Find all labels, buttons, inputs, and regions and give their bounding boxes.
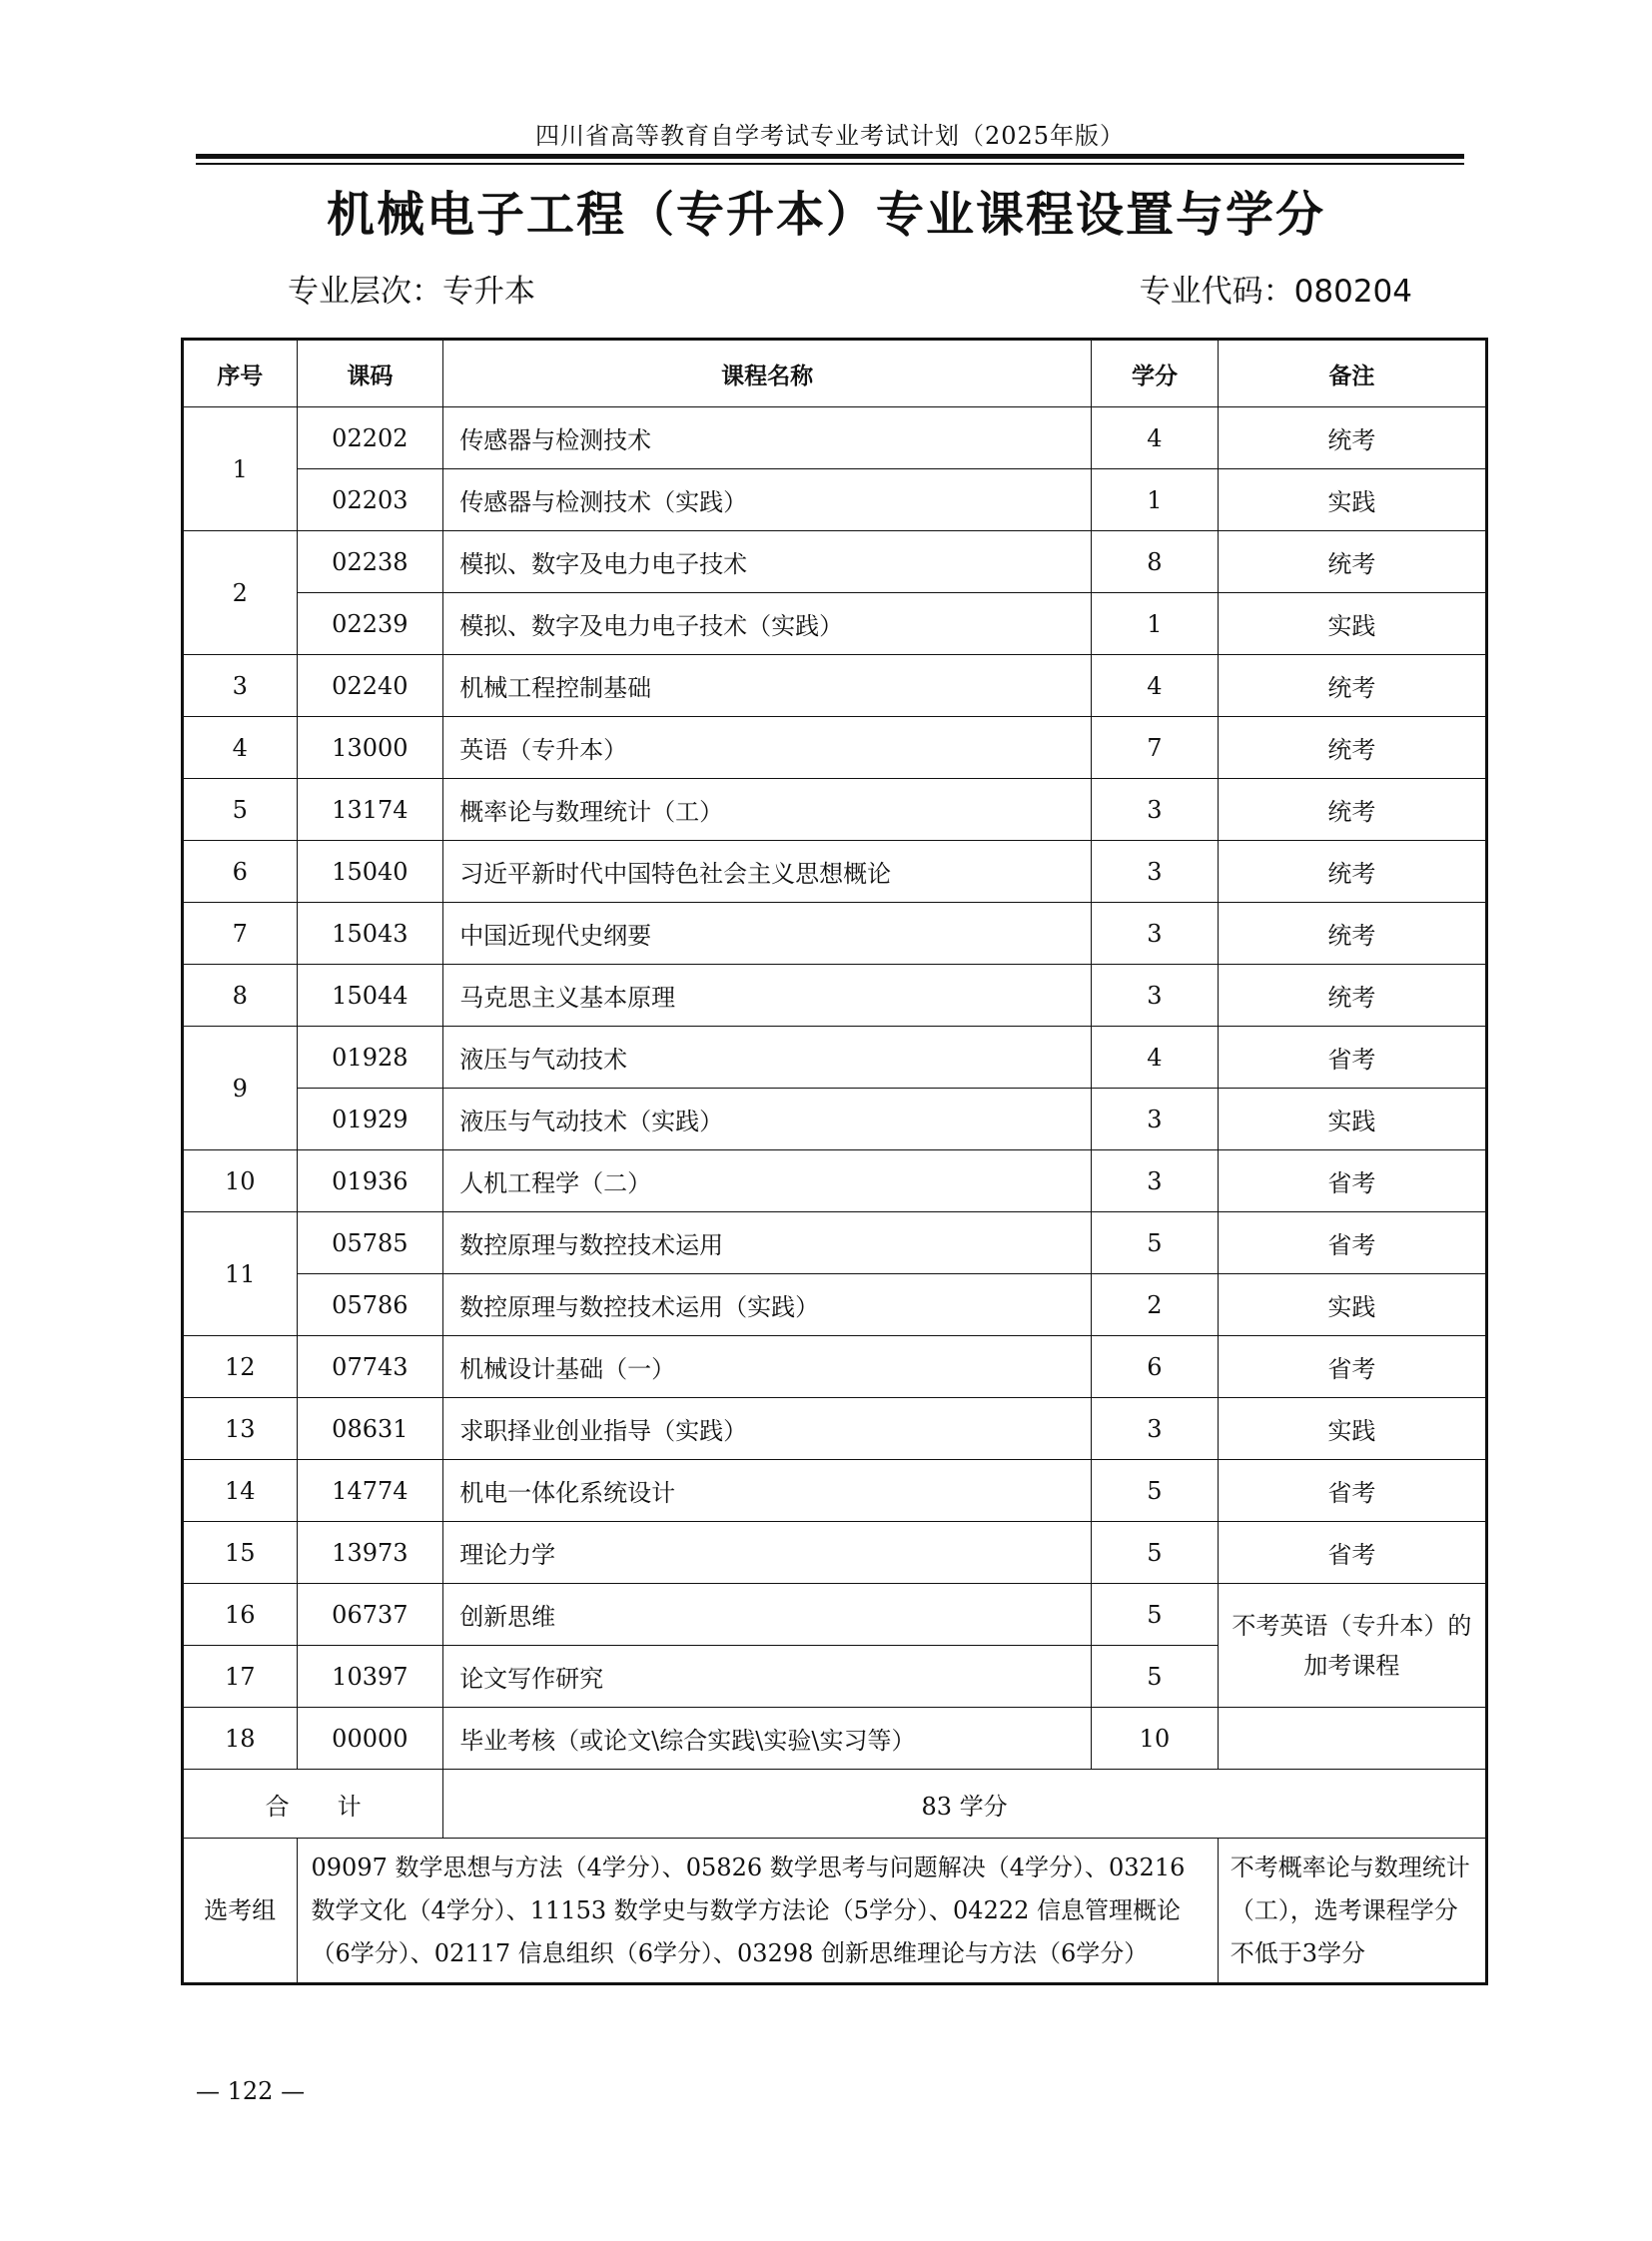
course-credit: 7	[1092, 717, 1219, 779]
course-name: 人机工程学（二）	[443, 1150, 1092, 1212]
course-code: 06737	[297, 1584, 443, 1646]
row-number: 6	[183, 841, 298, 903]
column-header-note: 备注	[1218, 340, 1486, 407]
major-code: 专业代码：080204	[1139, 274, 1412, 310]
course-name: 概率论与数理统计（工）	[443, 779, 1092, 841]
course-note: 统考	[1218, 717, 1486, 779]
table-row	[183, 1522, 1487, 1584]
course-credit: 6	[1092, 1336, 1219, 1398]
course-note: 统考	[1218, 965, 1486, 1027]
course-credit: 5	[1092, 1584, 1219, 1646]
page-number: — 122 —	[196, 2077, 306, 2105]
running-header: 四川省高等教育自学考试专业考试计划（2025年版）	[534, 122, 1126, 150]
table-row	[183, 593, 1487, 655]
course-credit: 4	[1092, 1027, 1219, 1089]
course-credit: 3	[1092, 841, 1219, 903]
row-number: 2	[183, 531, 298, 655]
optional-group-row	[183, 1839, 1487, 1984]
course-note: 实践	[1218, 593, 1486, 655]
table-row	[183, 1398, 1487, 1460]
course-code: 00000	[297, 1708, 443, 1770]
course-note: 实践	[1218, 1089, 1486, 1150]
course-name: 数控原理与数控技术运用	[443, 1212, 1092, 1274]
course-name: 英语（专升本）	[443, 717, 1092, 779]
course-note: 实践	[1218, 1274, 1486, 1336]
course-note: 省考	[1218, 1522, 1486, 1584]
header-rule-thick	[196, 154, 1464, 159]
row-number: 11	[183, 1212, 298, 1336]
row-number: 16	[183, 1584, 298, 1646]
course-note: 省考	[1218, 1150, 1486, 1212]
optional-group-courses: 09097 数学思想与方法（4学分）、05826 数学思考与问题解决（4学分）、03216 数学文化（4学分）、11153 数学史与数学方法论（5学分）、04222 信息管理概论（6学分）、02117 信息组织（6学分）、03298 创新思维理论与方法（6学分）	[297, 1839, 1218, 1984]
course-code: 13174	[297, 779, 443, 841]
table-row	[183, 407, 1487, 469]
table-row	[183, 1212, 1487, 1274]
table-header-row	[183, 340, 1487, 407]
course-credit: 1	[1092, 593, 1219, 655]
course-note: 实践	[1218, 469, 1486, 531]
course-credit: 2	[1092, 1274, 1219, 1336]
course-credit: 3	[1092, 779, 1219, 841]
course-name: 习近平新时代中国特色社会主义思想概论	[443, 841, 1092, 903]
course-note: 统考	[1218, 531, 1486, 593]
row-number: 15	[183, 1522, 298, 1584]
course-name: 论文写作研究	[443, 1646, 1092, 1708]
course-code: 02203	[297, 469, 443, 531]
course-code: 15043	[297, 903, 443, 965]
total-row	[183, 1770, 1487, 1839]
row-number: 1	[183, 407, 298, 531]
course-credit: 8	[1092, 531, 1219, 593]
course-credit: 3	[1092, 965, 1219, 1027]
course-code: 05786	[297, 1274, 443, 1336]
optional-group-note: 不考概率论与数理统计（工），选考课程学分不低于3学分	[1218, 1839, 1486, 1984]
row-number: 7	[183, 903, 298, 965]
row-number: 3	[183, 655, 298, 717]
table-row	[183, 1089, 1487, 1150]
course-code: 02238	[297, 531, 443, 593]
course-name: 机电一体化系统设计	[443, 1460, 1092, 1522]
row-number: 12	[183, 1336, 298, 1398]
column-header-no: 序号	[183, 340, 298, 407]
course-name: 数控原理与数控技术运用（实践）	[443, 1274, 1092, 1336]
page-title: 机械电子工程（专升本）专业课程设置与学分	[326, 187, 1325, 243]
course-credit: 4	[1092, 655, 1219, 717]
table-row	[183, 1460, 1487, 1522]
course-note: 省考	[1218, 1027, 1486, 1089]
course-name: 理论力学	[443, 1522, 1092, 1584]
course-code: 15044	[297, 965, 443, 1027]
course-credit: 3	[1092, 903, 1219, 965]
table-row	[183, 1150, 1487, 1212]
table-row	[183, 1336, 1487, 1398]
course-note: 省考	[1218, 1460, 1486, 1522]
row-number: 9	[183, 1027, 298, 1150]
course-credit: 10	[1092, 1708, 1219, 1770]
total-label: 合 计	[183, 1770, 443, 1839]
row-number: 18	[183, 1708, 298, 1770]
course-note-merged: 不考英语（专升本）的加考课程	[1218, 1584, 1486, 1708]
course-credit: 4	[1092, 407, 1219, 469]
course-note: 统考	[1218, 407, 1486, 469]
row-number: 8	[183, 965, 298, 1027]
major-level: 专业层次：专升本	[288, 274, 535, 310]
table-row	[183, 841, 1487, 903]
table-row	[183, 1708, 1487, 1770]
course-table	[181, 338, 1488, 1985]
course-code: 07743	[297, 1336, 443, 1398]
course-credit: 5	[1092, 1646, 1219, 1708]
course-note	[1218, 1708, 1486, 1770]
course-code: 05785	[297, 1212, 443, 1274]
course-note: 统考	[1218, 841, 1486, 903]
optional-group-label: 选考组	[183, 1839, 298, 1984]
course-name: 毕业考核（或论文\综合实践\实验\实习等）	[443, 1708, 1092, 1770]
course-code: 02240	[297, 655, 443, 717]
course-name: 求职择业创业指导（实践）	[443, 1398, 1092, 1460]
table-row	[183, 1584, 1487, 1646]
table-row	[183, 1027, 1487, 1089]
table-row	[183, 717, 1487, 779]
total-value: 83 学分	[443, 1770, 1487, 1839]
course-name: 机械设计基础（一）	[443, 1336, 1092, 1398]
course-credit: 1	[1092, 469, 1219, 531]
course-credit: 5	[1092, 1522, 1219, 1584]
course-name: 模拟、数字及电力电子技术	[443, 531, 1092, 593]
course-note: 统考	[1218, 903, 1486, 965]
table-row	[183, 779, 1487, 841]
course-name: 传感器与检测技术	[443, 407, 1092, 469]
course-code: 08631	[297, 1398, 443, 1460]
row-number: 13	[183, 1398, 298, 1460]
course-code: 13000	[297, 717, 443, 779]
course-note: 省考	[1218, 1212, 1486, 1274]
course-name: 液压与气动技术	[443, 1027, 1092, 1089]
table-row	[183, 469, 1487, 531]
course-note: 省考	[1218, 1336, 1486, 1398]
row-number: 10	[183, 1150, 298, 1212]
course-name: 液压与气动技术（实践）	[443, 1089, 1092, 1150]
course-code: 01936	[297, 1150, 443, 1212]
course-credit: 5	[1092, 1212, 1219, 1274]
course-note: 统考	[1218, 655, 1486, 717]
row-number: 17	[183, 1646, 298, 1708]
course-name: 创新思维	[443, 1584, 1092, 1646]
course-note: 统考	[1218, 779, 1486, 841]
row-number: 4	[183, 717, 298, 779]
row-number: 5	[183, 779, 298, 841]
table-row	[183, 531, 1487, 593]
course-code: 14774	[297, 1460, 443, 1522]
column-header-credit: 学分	[1092, 340, 1219, 407]
course-code: 01929	[297, 1089, 443, 1150]
course-name: 机械工程控制基础	[443, 655, 1092, 717]
column-header-name: 课程名称	[443, 340, 1092, 407]
course-code: 02239	[297, 593, 443, 655]
table-row	[183, 655, 1487, 717]
course-code: 02202	[297, 407, 443, 469]
course-name: 传感器与检测技术（实践）	[443, 469, 1092, 531]
course-credit: 3	[1092, 1150, 1219, 1212]
course-credit: 3	[1092, 1089, 1219, 1150]
table-row	[183, 903, 1487, 965]
table-row	[183, 965, 1487, 1027]
course-note: 实践	[1218, 1398, 1486, 1460]
course-name: 模拟、数字及电力电子技术（实践）	[443, 593, 1092, 655]
column-header-code: 课码	[297, 340, 443, 407]
course-credit: 3	[1092, 1398, 1219, 1460]
course-name: 中国近现代史纲要	[443, 903, 1092, 965]
course-code: 10397	[297, 1646, 443, 1708]
course-name: 马克思主义基本原理	[443, 965, 1092, 1027]
row-number: 14	[183, 1460, 298, 1522]
table-row	[183, 1274, 1487, 1336]
course-code: 13973	[297, 1522, 443, 1584]
course-code: 15040	[297, 841, 443, 903]
course-credit: 5	[1092, 1460, 1219, 1522]
course-code: 01928	[297, 1027, 443, 1089]
header-rule-thin	[196, 163, 1464, 165]
